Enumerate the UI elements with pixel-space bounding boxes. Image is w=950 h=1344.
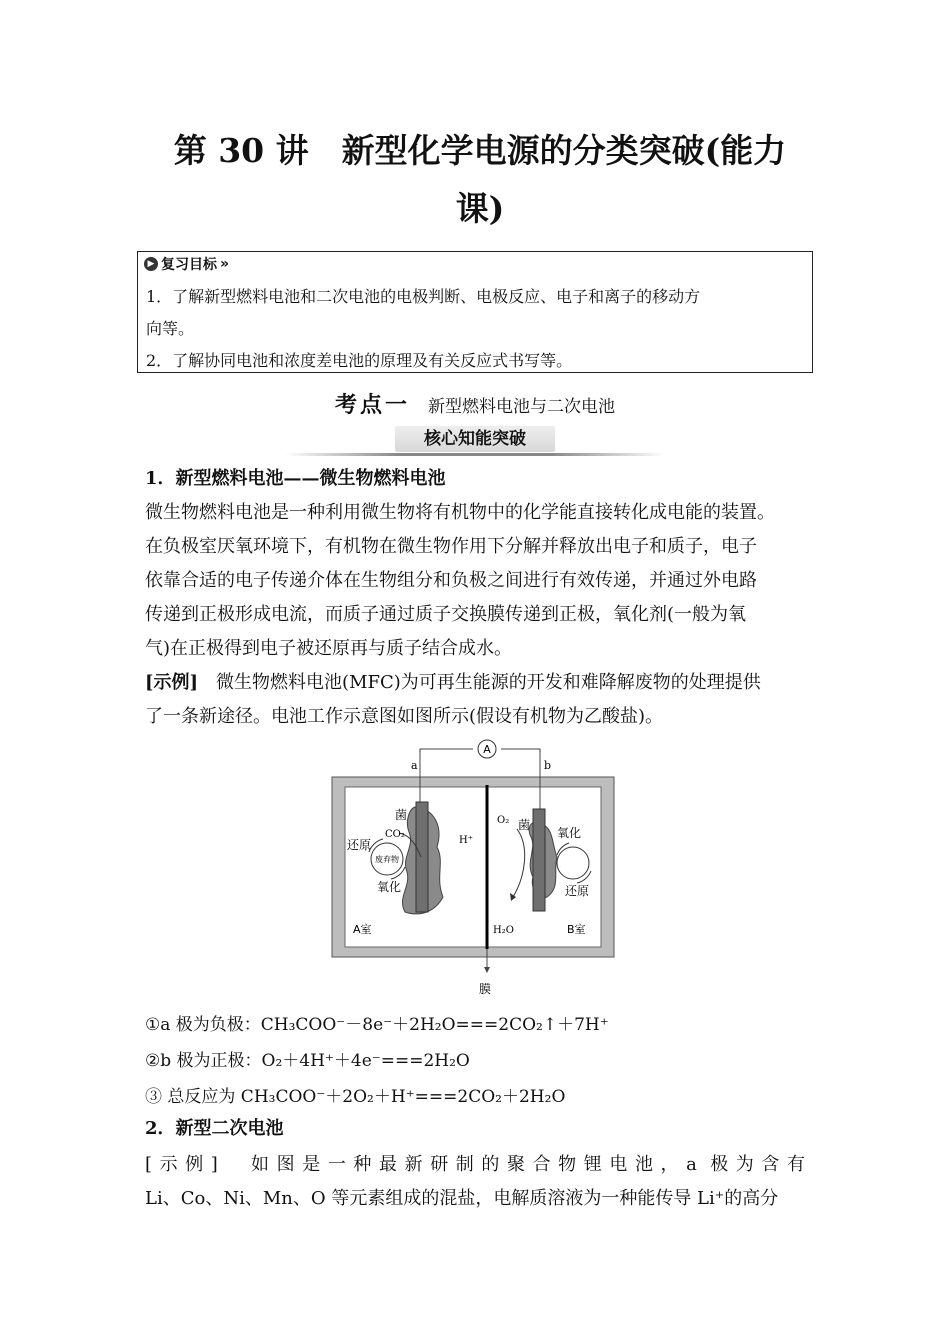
left-bacteria-label: 菌 xyxy=(395,808,408,822)
ammeter-label: A xyxy=(483,743,491,756)
goals-header-label: 复习目标 xyxy=(161,257,217,273)
o2-label: O₂ xyxy=(497,815,510,826)
part2-line-1: [示例] 如图是一种最新研制的聚合物锂电池，a 极为含有 xyxy=(145,1154,805,1175)
equation-3: ③ 总反应为 CH₃COO⁻＋2O₂＋H⁺===2CO₂＋2H₂O xyxy=(145,1087,566,1107)
part1-line: 依靠合适的电子传递介体在生物组分和负极之间进行有效传递，并通过外电路 xyxy=(145,570,757,591)
reduce-right-label: 还原 xyxy=(565,884,590,898)
section-label: 考点一 xyxy=(334,393,410,418)
goal-item-2: 2．了解协同电池和浓度差电池的原理及有关反应式书写等。 xyxy=(146,351,573,370)
mfc-diagram xyxy=(325,737,625,999)
equation-1: ①a 极为负极：CH₃COO⁻－8e⁻＋2H₂O===2CO₂↑＋7H⁺ xyxy=(145,1015,609,1035)
core-title: 核心知能突破 xyxy=(424,429,526,449)
membrane-label: 膜 xyxy=(479,982,492,996)
oxidize-left-label: 氧化 xyxy=(377,880,402,894)
part1-line: 在负极室厌氧环境下，有机物在微生物作用下分解并释放出电子和质子，电子 xyxy=(145,536,757,557)
part1-line: 传递到正极形成电流，而质子通过质子交换膜传递到正极，氧化剂(一般为氧 xyxy=(145,604,747,625)
double-chevron-icon: » xyxy=(220,256,230,272)
page-title xyxy=(150,122,810,238)
waste-label: 废弃物 xyxy=(375,855,399,864)
part2-heading: 2．新型二次电池 xyxy=(145,1118,284,1139)
section-heading xyxy=(0,388,950,419)
equation-2: ②b 极为正极：O₂＋4H⁺＋4e⁻===2H₂O xyxy=(145,1051,470,1071)
example-text: 微生物燃料电池(MFC)为可再生能源的开发和难降解废物的处理提供 xyxy=(216,672,761,693)
core-title-underline xyxy=(285,453,665,456)
label-b: b xyxy=(544,759,552,772)
part1-line: 气)在正极得到电子被还原再与质子结合成水。 xyxy=(145,638,513,659)
right-bacteria-label: 菌 xyxy=(518,818,531,832)
part1-line: 微生物燃料电池是一种利用微生物将有机物中的化学能直接转化成电能的装置。 xyxy=(145,502,775,523)
room-a-label: A室 xyxy=(353,923,372,936)
section-title: 新型燃料电池与二次电池 xyxy=(428,397,615,417)
reduce-left-label: 还原 xyxy=(347,838,372,852)
co2-label: CO₂ xyxy=(385,829,405,840)
h2o-label: H₂O xyxy=(493,925,514,936)
title-line-2: 课) xyxy=(455,189,505,228)
room-b-label: B室 xyxy=(567,923,586,936)
goals-header xyxy=(144,254,229,274)
label-a: a xyxy=(411,759,418,772)
example-line-1 xyxy=(145,666,825,700)
example-label: [示例] xyxy=(145,672,199,693)
part2-line-2: Li、Co、Ni、Mn、O 等元素组成的混盐，电解质溶液为一种能传导 Li⁺的高分 xyxy=(145,1188,779,1209)
goal-item-1a: 1．了解新型燃料电池和二次电池的电极判断、电极反应、电子和离子的移动方 xyxy=(146,287,701,306)
goal-item-1b: 向等。 xyxy=(146,319,195,338)
oxidize-right-label: 氧化 xyxy=(557,826,582,840)
example-line-2: 了一条新途径。电池工作示意图如图所示(假设有机物为乙酸盐)。 xyxy=(145,706,664,727)
title-line-1: 第 30 讲 新型化学电源的分类突破(能力 xyxy=(173,131,787,170)
play-icon: ▶ xyxy=(144,257,158,271)
part1-heading: 1．新型燃料电池——微生物燃料电池 xyxy=(145,468,446,489)
h-plus-label: H⁺ xyxy=(459,835,473,846)
review-goals-box xyxy=(137,251,813,373)
